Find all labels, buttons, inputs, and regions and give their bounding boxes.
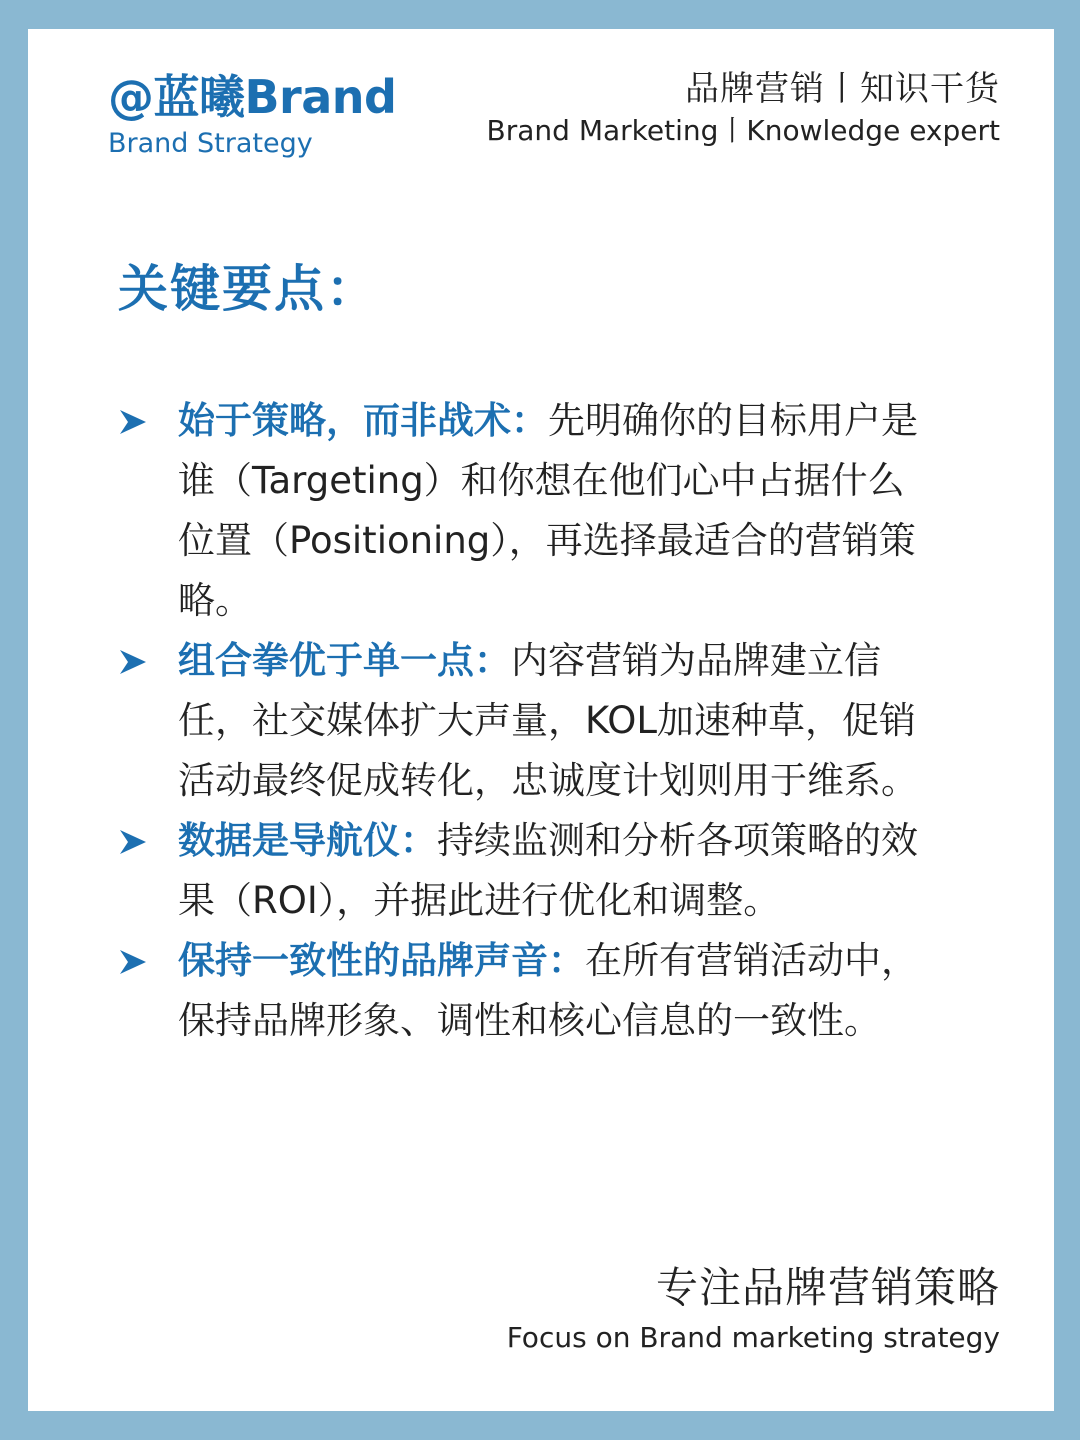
key-points-list — [118, 391, 1018, 1051]
content-card — [28, 29, 1054, 1411]
key-point-body: 内容营销为品牌建立信任，社交媒体扩大声量，KOL加速种草，促销活动最终促成转化，忠诚度计划则用于维系。 — [178, 639, 918, 802]
section-title: 关键要点： — [118, 260, 378, 318]
key-point-body: 在所有营销活动中，保持品牌形象、调性和核心信息的一致性。 — [178, 939, 918, 1042]
key-point-3 — [118, 811, 938, 931]
tagline-en: Brand Marketing丨Knowledge expert — [486, 114, 1000, 147]
arrowhead-icon — [118, 647, 148, 677]
key-point-1 — [118, 391, 938, 631]
footer-slogan-cn: 专注品牌营销策略 — [655, 1263, 1000, 1312]
key-point-body: 持续监测和分析各项策略的效果（ROI），并据此进行优化和调整。 — [178, 819, 918, 922]
key-point-4 — [118, 931, 938, 1051]
brand-block — [108, 69, 396, 161]
key-point-heading: 组合拳优于单一点： — [178, 639, 511, 682]
arrowhead-icon — [118, 407, 148, 437]
brand-subtitle: Brand Strategy — [108, 128, 313, 159]
tagline-block — [487, 67, 1000, 150]
arrowhead-icon — [118, 827, 148, 857]
arrowhead-icon — [118, 947, 148, 977]
key-point-heading: 数据是导航仪： — [178, 819, 437, 862]
key-point-2 — [118, 631, 938, 811]
key-point-body: 先明确你的目标用户是谁（Targeting）和你想在他们心中占据什么位置（Positioning），再选择最适合的营销策略。 — [178, 399, 918, 622]
footer-block — [507, 1261, 1000, 1357]
footer-slogan-en: Focus on Brand marketing strategy — [506, 1321, 1000, 1354]
key-point-heading: 始于策略，而非战术： — [178, 399, 548, 442]
tagline-cn: 品牌营销丨知识干货 — [685, 69, 1000, 109]
key-point-heading: 保持一致性的品牌声音： — [178, 939, 585, 982]
brand-name: @蓝曦Brand — [108, 70, 397, 124]
